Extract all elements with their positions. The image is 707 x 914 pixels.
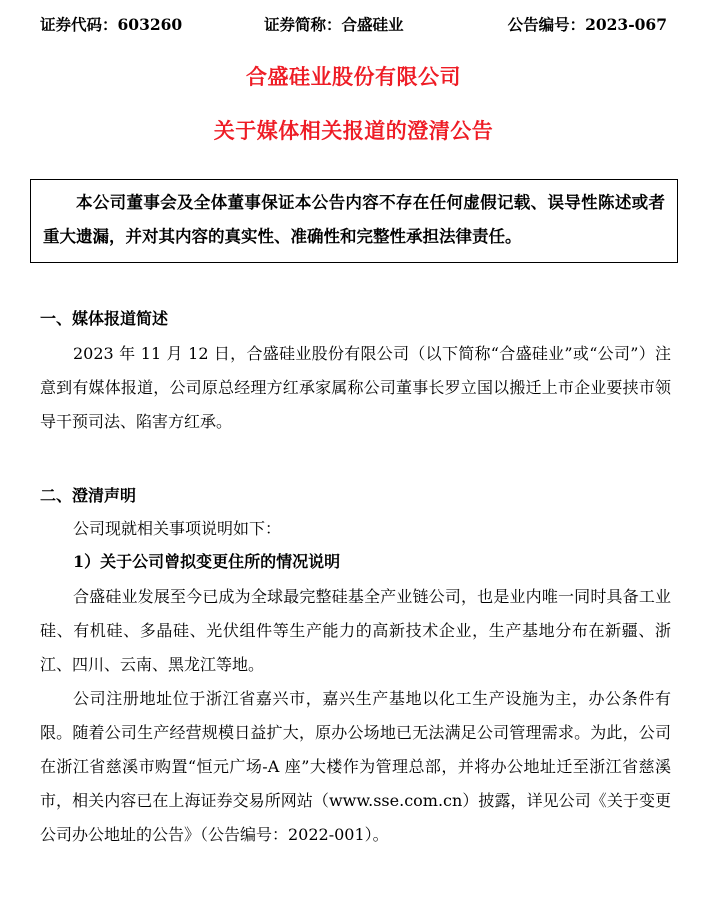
announcement-header bbox=[40, 14, 667, 36]
section-media-report bbox=[40, 307, 671, 439]
subsection-1-paragraph-1: 合盛硅业发展至今已成为全球最完整硅基全产业链公司，也是业内唯一同时具备工业硅、有机硅、多晶硅、光伏组件等生产能力的高新技术企业，生产基地分布在新疆、浙江、四川、云南、黑龙江等地。 bbox=[40, 587, 671, 674]
security-abbreviation: 证券简称：合盛硅业 bbox=[264, 15, 404, 34]
section-1-paragraph: 2023 年 11 月 12 日，合盛硅业股份有限公司（以下简称“合盛硅业”或“公司”）注意到有媒体报道，公司原总经理方红承家属称公司董事长罗立国以搬迁上市企业要挟市领导干预司法、陷害方红承。 bbox=[40, 344, 671, 431]
board-guarantee-notice: 本公司董事会及全体董事保证本公告内容不存在任何虚假记载、误导性陈述或者重大遗漏，并对其内容的真实性、准确性和完整性承担法律责任。 bbox=[30, 179, 678, 263]
section-1-heading: 一、媒体报道简述 bbox=[40, 309, 169, 328]
section-2-intro: 公司现就相关事项说明如下： bbox=[73, 519, 282, 538]
subsection-1-heading: 1）关于公司曾拟变更住所的情况说明 bbox=[73, 552, 341, 571]
announcement-title: 关于媒体相关报道的澄清公告 bbox=[213, 118, 494, 143]
company-title: 合盛硅业股份有限公司 bbox=[246, 64, 461, 89]
subsection-1-paragraph-2: 公司注册地址位于浙江省嘉兴市，嘉兴生产基地以化工生产设施为主，办公条件有限。随着公司生产经营规模日益扩大，原办公场地已无法满足公司管理需求。为此，公司在浙江省慈溪市购置“恒元广场-A 座”大楼作为管理总部，并将办公地址迁至浙江省慈溪市，相关内容已在上海证券交易所网站（www.sse.com.cn）披露，详见公司《关于变更公司办公地址的公告》（公告编号：2022-001）。 bbox=[40, 689, 671, 844]
security-code: 证券代码：603260 bbox=[40, 15, 183, 34]
section-2-heading: 二、澄清声明 bbox=[40, 486, 137, 505]
announcement-number: 公告编号：2023-067 bbox=[507, 15, 667, 34]
section-clarification bbox=[40, 484, 671, 852]
